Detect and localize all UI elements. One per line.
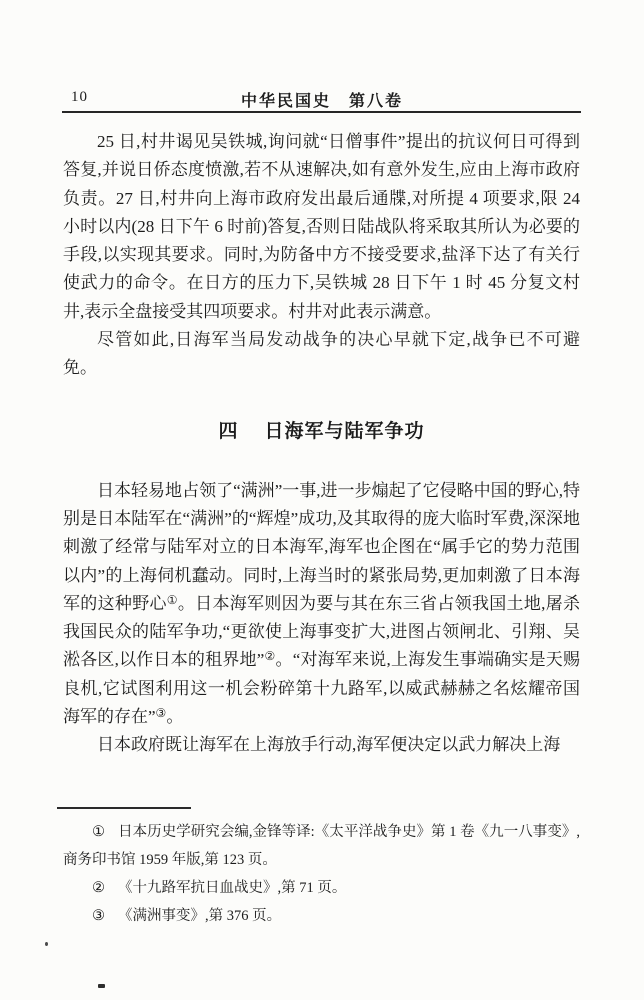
paragraph: 日本政府既让海军在上海放手行动,海军便决定以武力解决上海 [97,735,561,755]
footnote-marker: ② [92,880,105,896]
scan-speck [98,984,105,988]
footnote [63,874,580,902]
footnote-text: 《十九路军抗日血战史》,第 71 页。 [118,880,347,896]
header-rule [62,111,581,113]
footnote-separator [57,807,191,809]
section-title: 日海军与陆军争功 [264,420,425,442]
running-head [63,88,581,110]
footnote [63,818,580,874]
section-heading [63,419,580,445]
footnote-text: 《满洲事变》,第 376 页。 [118,908,282,924]
footnote-marker: ① [92,824,106,840]
paragraph: 日本轻易地占领了“满洲”一事,进一步煽起了它侵略中国的野心,特别是日本陆军在“满洲”的“辉煌”成功,及其取得的庞大临时军费,深深地刺激了经常与陆军对立的日本海军,海军也企图在“属手它的势力范围以内”的上海伺机蠢动。同时,上海当时的紧张局势,更加刺激了日本海军的这种野心①。日本海军则因为要与其在东三省占领我国土地,屠杀我国民众的陆军争功,“更欲使上海事变扩大,进图占领闸北、引翔、吴淞各区,以作日本的租界地”②。“对海军来说,上海发生事端确实是天赐良机,它试图利用这一机会粉碎第十九路军,以威武赫赫之名炫耀帝国海军的存在”③。 [63,480,581,727]
book-title: 中华民国史 第八卷 [240,93,403,110]
footnote [63,902,580,930]
scan-speck [45,942,48,946]
page-number: 10 [71,89,88,105]
footnotes-block [63,807,580,930]
paragraph: 尽管如此,日海军当局发动战争的决心早就下定,战争已不可避免。 [63,330,580,378]
footnote-marker: ③ [92,908,105,924]
body-text [63,128,580,760]
footnote-text: 日本历史学研究会编,金锋等译:《太平洋战争史》第 1 卷《九一八事变》,商务印书馆 1959 年版,第 123 页。 [63,824,581,868]
section-number: 四 [218,420,239,442]
paragraph: 25 日,村井谒见吴铁城,询问就“日僧事件”提出的抗议何日可得到答复,并说日侨态度愤激,若不从速解决,如有意外发生,应由上海市政府负责。27 日,村井向上海市政府发出最后通牒,对所提 4 项要求,限 24 小时以内(28 日下午 6 时前)答复,否则日陆战队将采取其所认为必要的手段,以实现其要求。同时,为防备中方不接受要求,盐泽下达了有关行使武力的命令。在日方的压力下,吴铁城 28 日下午 1 时 45 分复文村井,表示全盘接受其四项要求。村井对此表示满意。 [63,132,580,321]
